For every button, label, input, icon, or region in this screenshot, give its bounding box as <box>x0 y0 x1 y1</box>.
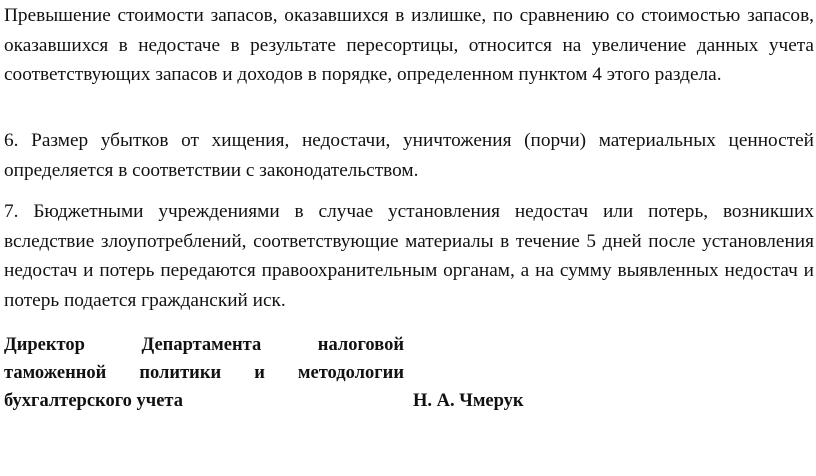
signature-block <box>4 331 564 431</box>
signatory-title: Директор Департамента налоговой таможенной политики и методологии бухгалтерского учета <box>4 335 404 411</box>
signatory-name: Н. А. Чмерук <box>413 391 524 411</box>
paragraph-item-7: 7. Бюджетными учреждениями в случае установления недостач или потерь, возникших вследствие злоупотреблений, соответствующие материалы в течение 5 дней после установления недостач и потерь передаются правоохранительным органам, а на сумму выявленных недостач и потерь подается гражданский иск. <box>4 201 814 311</box>
paragraph-item-6: 6. Размер убытков от хищения, недостачи, уничтожения (порчи) материальных ценностей определяется в соответствии с законодательством. <box>4 130 814 181</box>
paragraph-surplus-valuation: Превышение стоимости запасов, оказавшихся в излишке, по сравнению со стоимостью запасов, оказавшихся в недостаче в результате пересортицы, относится на увеличение данных учета соответствующих запасов и доходов в порядке, определенном пунктом 4 этого раздела. <box>4 5 814 85</box>
